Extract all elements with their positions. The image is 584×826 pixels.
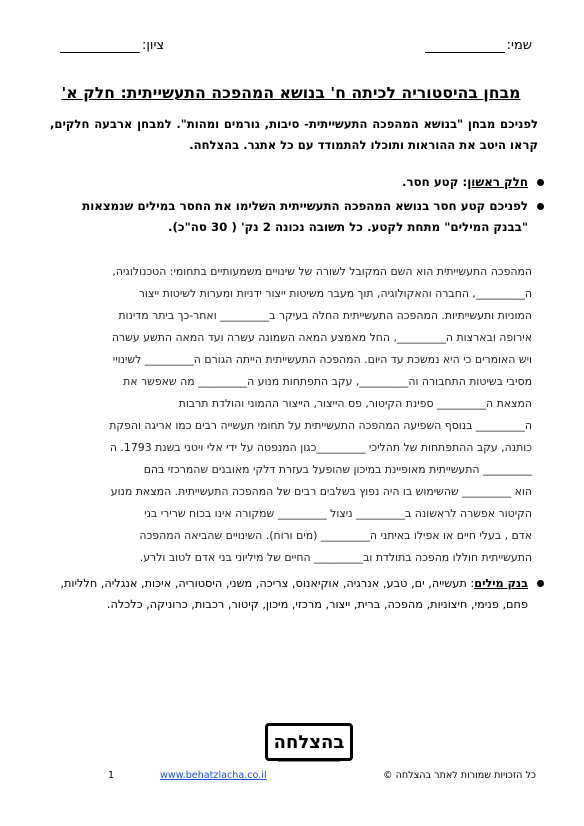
passage-line: אירופה ובארצות ה_________, החל מאמצע המאה השמונה עשרה ועד המאה התשע עשרה — [111, 331, 532, 344]
word-bank — [50, 573, 544, 615]
passage-line: ויש האומרים כי היא נמשכת עד היום. המהפכה התעשייתית הייתה הגורם ה_________ לשינויי — [112, 353, 532, 366]
instructions-text: לפניכם קטע חסר בנושא המהפכה התעשייתית השלימו את החסר במילים שנמצאות "בבנק המילים" מתחת לקטע. כל תשובה נכונה 2 נק' ( 30 סה"כ). — [82, 199, 528, 234]
behatzlacha-logo: בהצלחה — [265, 723, 353, 761]
page-footer — [60, 770, 536, 786]
word-bank-label: בנק מילים — [474, 577, 528, 590]
section-1-subtitle: : קטע חסר. — [402, 175, 468, 189]
passage-line: אדם , בעלי חיים או אפילו באיתני ה_________ (מים ורוח). השינויים שהביאה המהפכה — [139, 529, 532, 542]
grade-label: ציון: — [142, 38, 165, 53]
bullet-icon — [537, 203, 544, 210]
section-1-heading — [50, 172, 544, 193]
name-blank-line[interactable] — [425, 38, 505, 53]
footer-copyright: כל הזכויות שמורות לאתר בהצלחה © — [382, 770, 536, 781]
passage-line: הקיטור אפשרה לראשונה ב_________ ניצול _________ שמקורה אינו בכוח שרירי בני — [144, 507, 532, 520]
section-1-title: חלק ראשון — [467, 175, 528, 189]
bullet-icon — [537, 179, 544, 186]
grade-field[interactable] — [60, 38, 164, 53]
passage-line: המהפכה התעשייתית הוא השם המקובל לשורה של שינויים משמעותיים בתחומי: הטכנולוגיה, — [112, 265, 532, 278]
passage-line: ה_________, החברה והאקולוגיה, תוך מעבר משיטות ייצור ידניות ומערות לשיטות ייצור — [138, 287, 532, 300]
logo-underline — [278, 761, 340, 762]
section-1-instructions — [50, 196, 544, 238]
name-field[interactable] — [425, 38, 532, 53]
cloze-passage — [60, 261, 532, 569]
name-label: שמי: — [506, 38, 532, 53]
passage-line: מסיבי בשיטות התחבורה וה_________, עקב התפתחות מנוע ה_________ מה שאפשר את — [123, 375, 532, 388]
passage-line: התעשייתית חוללו מהפכה בתולדת וב_________ החיים של מיליוני בני אדם לטוב ולרע. — [139, 551, 532, 564]
passage-line: ה_________ בנוסף השפיעה המהפכה התעשייתית על תחומי תעשייה רבים כמו אריגה והפקת — [109, 419, 532, 432]
bullet-icon — [537, 580, 544, 587]
passage-line: המצאת ה_________ ספינת הקיטור, פס הייצור, הייצור ההמוני והולדת תרבות — [178, 397, 532, 410]
passage-line: כותנה, עקב ההתפתחות של תהליכי _________כגון המנפטה על ידי אלי ויטני בשנת 1793. ה — [109, 441, 532, 454]
grade-blank-line[interactable] — [60, 38, 140, 53]
passage-line: _________ התעשייתית מאופיינת במיכון שהופעל בעזרת דלקי מאובנים שהמרכזי בהם — [143, 463, 532, 476]
exam-intro: לפניכם מבחן "בנושא המהפכה התעשייתית- סיבות, גורמים ומהות". למבחן ארבעה חלקים, קראו היטב את ההוראות ותוכלו להתמודד עם כל אתגר. בהצלחה. — [50, 117, 538, 152]
exam-title: מבחן בהיסטוריה לכיתה ח' בנושא המהפכה התעשייתית: חלק א' — [61, 84, 521, 102]
passage-line: הוא _________ שהשימוש בו היה נפוץ בשלבים רבים של המהפכה התעשייתית. המצאת מנוע — [110, 485, 532, 498]
word-bank-colon: : — [466, 577, 475, 590]
word-bank-words: תעשייה, ים, טבע, אנרגיה, אוקיאנוס, צריכה, משני, היסטוריה, איכות, אנגליה, חלליות, פחם, פנימי, חיצוניות, מהפכה, ברית, ייצור, מרכזי, מיכון, קיטור, רכבות, כרוניקה, כלכלה. — [60, 577, 528, 611]
passage-line: המוניות ותעשייתיות. המהפכה התעשייתית החלה בעיקר ב_________ ואחר-כך ביתר מדינות — [118, 309, 532, 322]
footer-website-link[interactable]: www.behatzlacha.co.il — [160, 770, 267, 781]
page-number: 1 — [108, 770, 115, 781]
header-fields — [60, 38, 532, 60]
